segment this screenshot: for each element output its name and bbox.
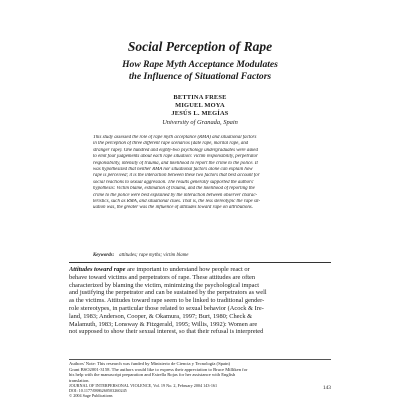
author-name: JESÚS L. MEGÍAS bbox=[171, 110, 229, 118]
authors-note bbox=[69, 361, 331, 383]
journal-doi: DOI: 10.1177/0886260503260245 bbox=[69, 387, 127, 393]
abstract-line: teristics, such as RMA, and situational clues. That is, the less stereotypic the rape sit- bbox=[93, 199, 261, 205]
body-line: land, 1983; Anderson, Cooper, & Okamura, 1997; Burt, 1980; Check & bbox=[69, 312, 253, 320]
subtitle-line: the Influence of Situational Factors bbox=[128, 70, 272, 82]
journal-info bbox=[69, 384, 331, 398]
author-name: MIGUEL MOYA bbox=[175, 102, 225, 110]
body-line: and justifying the perpetrator and can be sustained by the perpetrators as well bbox=[69, 289, 267, 297]
body-line: behave toward victims and perpetrators of rape. These attitudes are often bbox=[69, 273, 256, 281]
abstract-line: responsibility, intensity of trauma, and likelihood to report the crime to the police. It bbox=[93, 160, 258, 166]
abstract-divider bbox=[69, 262, 331, 263]
body-text bbox=[69, 266, 331, 336]
paper-title: Social Perception of Rape bbox=[127, 39, 273, 54]
keywords bbox=[93, 253, 311, 259]
keywords-text: attitudes; rape myths; victim blame bbox=[119, 253, 189, 258]
body-lead: Attitudes toward rape bbox=[69, 266, 126, 273]
body-line: characterized by blaming the victim, minimizing the psychological impact bbox=[69, 281, 260, 289]
footnote-line: Authors' Note: This research was funded by Ministerio de Ciencia y Tecnología (Spain) bbox=[69, 361, 231, 366]
abstract-line: was hypothesized that neither RMA nor situational factors alone can explain how bbox=[93, 167, 253, 173]
abstract-line: uation was, the greater was the influence of attitudes toward rape on attributions. bbox=[93, 205, 253, 211]
body-line: as the victims. Attitudes toward rape seem to be linked to traditional gender- bbox=[69, 297, 265, 305]
abstract-line: to emit four judgements about each rape situation: victim responsibility, perpetrator bbox=[93, 154, 258, 160]
page-number: 143 bbox=[322, 385, 331, 391]
author-name: BETTINA FRESE bbox=[173, 94, 227, 101]
journal-citation: JOURNAL OF INTERPERSONAL VIOLENCE, Vol. 19 No. 2, February 2004 143-161 bbox=[69, 383, 218, 388]
journal-copyright: © 2004 Sage Publications bbox=[69, 392, 113, 398]
body-line: Malamuth, 1983; Lonsway & Fitzgerald, 1995; Willis, 1992): Women are bbox=[69, 320, 258, 328]
footnote-line: translation. bbox=[69, 377, 90, 383]
abstract-line: crime to the police were best explained by the interaction between observer charac- bbox=[93, 192, 258, 198]
abstract-line: social reactions to sexual aggression. The results generally supported the authors' bbox=[93, 179, 254, 185]
body-line bbox=[69, 266, 331, 274]
body-lead-rest: are important to understand how people react or bbox=[125, 266, 250, 273]
abstract-line: This study assessed the role of rape myth acceptance (RMA) and situational factors bbox=[93, 135, 257, 140]
footnote-divider bbox=[69, 359, 331, 360]
abstract-line: stranger rape). One hundred and eighty-two psychology undergraduates were asked bbox=[93, 147, 258, 153]
abstract-line: rape is perceived; it is the interaction between these two factors that best account for bbox=[93, 173, 260, 179]
abstract bbox=[93, 135, 311, 212]
author-affiliation: University of Granada, Spain bbox=[162, 118, 238, 126]
body-line: role stereotypes, in particular those related to sexual behavior (Acock & Ire- bbox=[69, 304, 264, 312]
keywords-label: Keywords: bbox=[93, 253, 115, 258]
subtitle-line: How Rape Myth Acceptance Modulates bbox=[122, 59, 278, 70]
abstract-line: in the perception of three different rape scenarios (date rape, marital rape, and bbox=[93, 141, 249, 147]
paper-subtitle bbox=[0, 59, 400, 82]
author-block bbox=[0, 94, 400, 127]
body-line: not supposed to show their sexual interest, so that their refusal is interpreted bbox=[69, 328, 264, 336]
footnote-line: his help with the manuscript preparation and Estrella Rojas for her assistance with English bbox=[69, 372, 236, 377]
footnote-line: Grant BSO2001-3158. The authors would like to express their appreciation to Bruce Milliken for bbox=[69, 366, 248, 372]
abstract-line: hypothesis: Victim blame, estimation of trauma, and the likelihood of reporting the bbox=[93, 186, 255, 192]
